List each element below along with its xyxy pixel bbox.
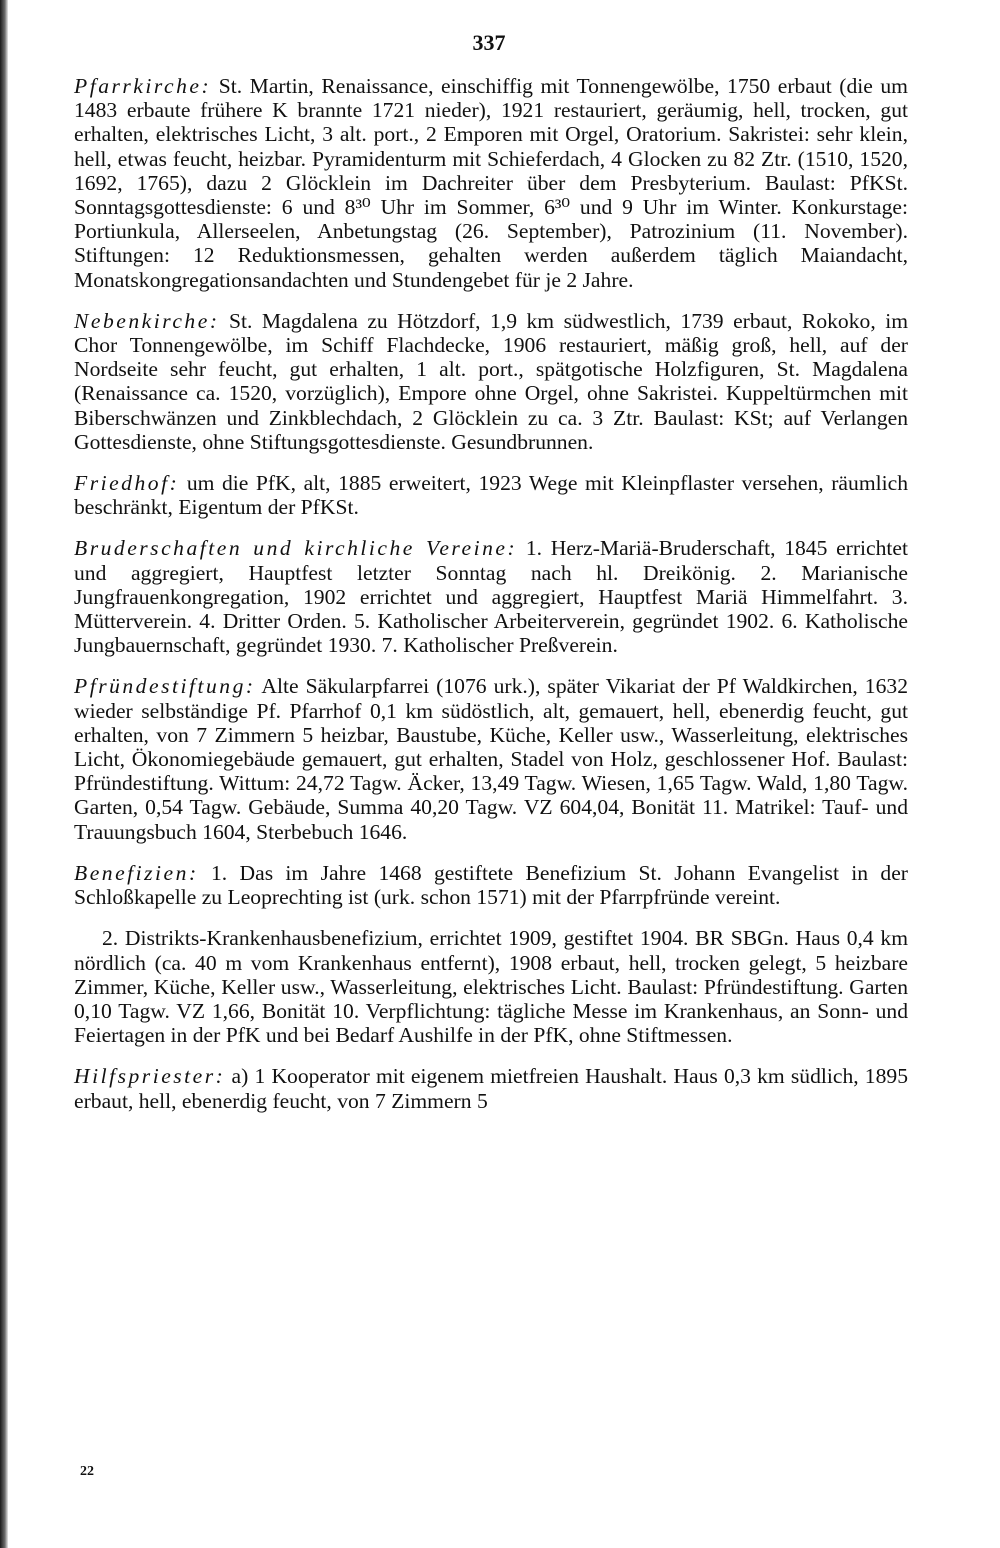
section-text: St. Martin, Renaissance, einschiffig mit Tonnengewölbe, 1750 erbaut (die um 1483 erbaute frühere K brannte 1721 nieder), 1921 restauriert, geräumig, hell, trocken, gut erhalten, elektrisches Licht, 3 alt. port., 2 Emporen mit Orgel, Oratorium. Sakristei: sehr klein, hell, etwas feucht, heizbar. Pyramidenturm mit Schieferdach, 4 Glocken zu 82 Ztr. (1510, 1520, 1692, 1765), dazu 2 Glöcklein im Dachreiter über dem Presbyterium. Baulast: PfKSt. Sonntagsgottesdienste: 6 und 8³⁰ Uhr im Sommer, 6³⁰ und 9 Uhr im Winter. Konkurstage: Portiunkula, Allerseelen, Anbetungstag (26. September), Patrozinium (11. November). Stiftungen: 12 Reduktionsmessen, gehalten werden außerdem täglich Maiandacht, Monatskongregationsandachten und Stundengebet für je 2 Jahre. (74, 74, 908, 292)
section-bruderschaften (74, 536, 908, 657)
section-text: Alte Säkularpfarrei (1076 urk.), später Vikariat der Pf Waldkirchen, 1632 wieder selbständige Pf. Pfarrhof 0,1 km südöstlich, alt, gemauert, hell, ebenerdig feucht, gut erhalten, von 7 Zimmern 5 heizbar, Baustube, Küche, Keller usw., Wasserleitung, elektrisches Licht, Ökonomiegebäude gemauert, gut erhalten, Stadel von Holz, geschlossener Hof. Baulast: Pfründestiftung. Wittum: 24,72 Tagw. Äcker, 13,49 Tagw. Wiesen, 1,65 Tagw. Wald, 1,80 Tagw. Garten, 0,54 Tagw. Gebäude, Summa 40,20 Tagw. VZ 604,04, Bonität 11. Matrikel: Tauf- und Trauungsbuch 1604, Sterbebuch 1646. (74, 674, 908, 844)
page-number: 337 (472, 30, 506, 55)
section-benefizien-continued (74, 926, 908, 1047)
section-text: St. Magdalena zu Hötzdorf, 1,9 km südwestlich, 1739 erbaut, Rokoko, im Chor Tonnengewölbe, im Schiff Flachdecke, 1906 restauriert, mäßig groß, hell, auf der Nordseite sehr feucht, gut erhalten, 1 alt. port., spätgotische Holzfiguren, St. Magdalena (Renaissance ca. 1520, vorzüglich), Empore ohne Orgel, ohne Sakristei. Kuppeltürmchen mit Biberschwänzen und Zinkblechdach, 2 Glöcklein zu ca. 3 Ztr. Baulast: KSt; auf Verlangen Gottesdienste, ohne Stiftungsgottesdienste. Gesundbrunnen. (74, 308, 908, 454)
section-pfruendestiftung (74, 674, 908, 843)
section-text: um die PfK, alt, 1885 erweitert, 1923 Wege mit Kleinpflaster versehen, räumlich beschränkt, Eigentum der PfKSt. (74, 471, 908, 520)
section-hilfspriester (74, 1064, 908, 1112)
section-heading: Benefizien: (74, 860, 199, 885)
section-heading: Pfründestiftung: (74, 674, 256, 699)
section-heading: Friedhof: (74, 471, 180, 496)
page-binding-edge (0, 0, 8, 1548)
section-heading: Hilfspriester: (74, 1064, 226, 1089)
section-text: a) 1 Kooperator mit eigenem mietfreien Haushalt. Haus 0,3 km südlich, 1895 erbaut, hell, ebenerdig feucht, von 7 Zimmern 5 (74, 1064, 908, 1113)
signature-mark: 22 (80, 1464, 94, 1479)
section-text: 1. Das im Jahre 1468 gestiftete Benefizium St. Johann Evangelist in der Schloßkapelle zu Leoprechting ist (urk. schon 1571) mit der Pfarrpfründe vereint. (74, 860, 908, 910)
section-heading: Bruderschaften und kirchliche Vereine: (74, 536, 518, 561)
page-body (74, 74, 908, 1130)
section-benefizien (74, 861, 908, 909)
section-pfarrkirche (74, 74, 908, 292)
section-text: 2. Distrikts-Krankenhausbenefizium, errichtet 1909, gestiftet 1904. BR SBGn. Haus 0,4 km nördlich (ca. 40 m vom Krankenhaus entfernt), 1908 erbaut, hell, trocken gelegt, 5 heizbare Zimmer, Küche, Keller usw., Wasserleitung, elektrisches Licht. Baulast: Pfründestiftung. Garten 0,10 Tagw. VZ 1,66, Bonität 10. Verpflichtung: tägliche Messe im Krankenhaus, an Sonn- und Feiertagen in der PfK und bei Bedarf Aushilfe in der PfK, ohne Stiftmessen. (74, 926, 908, 1048)
section-friedhof (74, 471, 908, 519)
section-heading: Nebenkirche: (74, 308, 220, 333)
section-heading: Pfarrkirche: (74, 74, 212, 98)
section-text: 1. Herz-Mariä-Bruderschaft, 1845 errichtet und aggregiert, Hauptfest letzter Sonntag nach hl. Dreikönig. 2. Marianische Jungfrauenkongregation, 1902 errichtet und aggregiert, Hauptfest Mariä Himmelfahrt. 3. Mütterverein. 4. Dritter Orden. 5. Katholischer Arbeiterverein, gegründet 1902. 6. Katholische Jungbauernschaft, gegründet 1930. 7. Katholischer Preßverein. (74, 536, 908, 658)
section-nebenkirche (74, 309, 908, 454)
